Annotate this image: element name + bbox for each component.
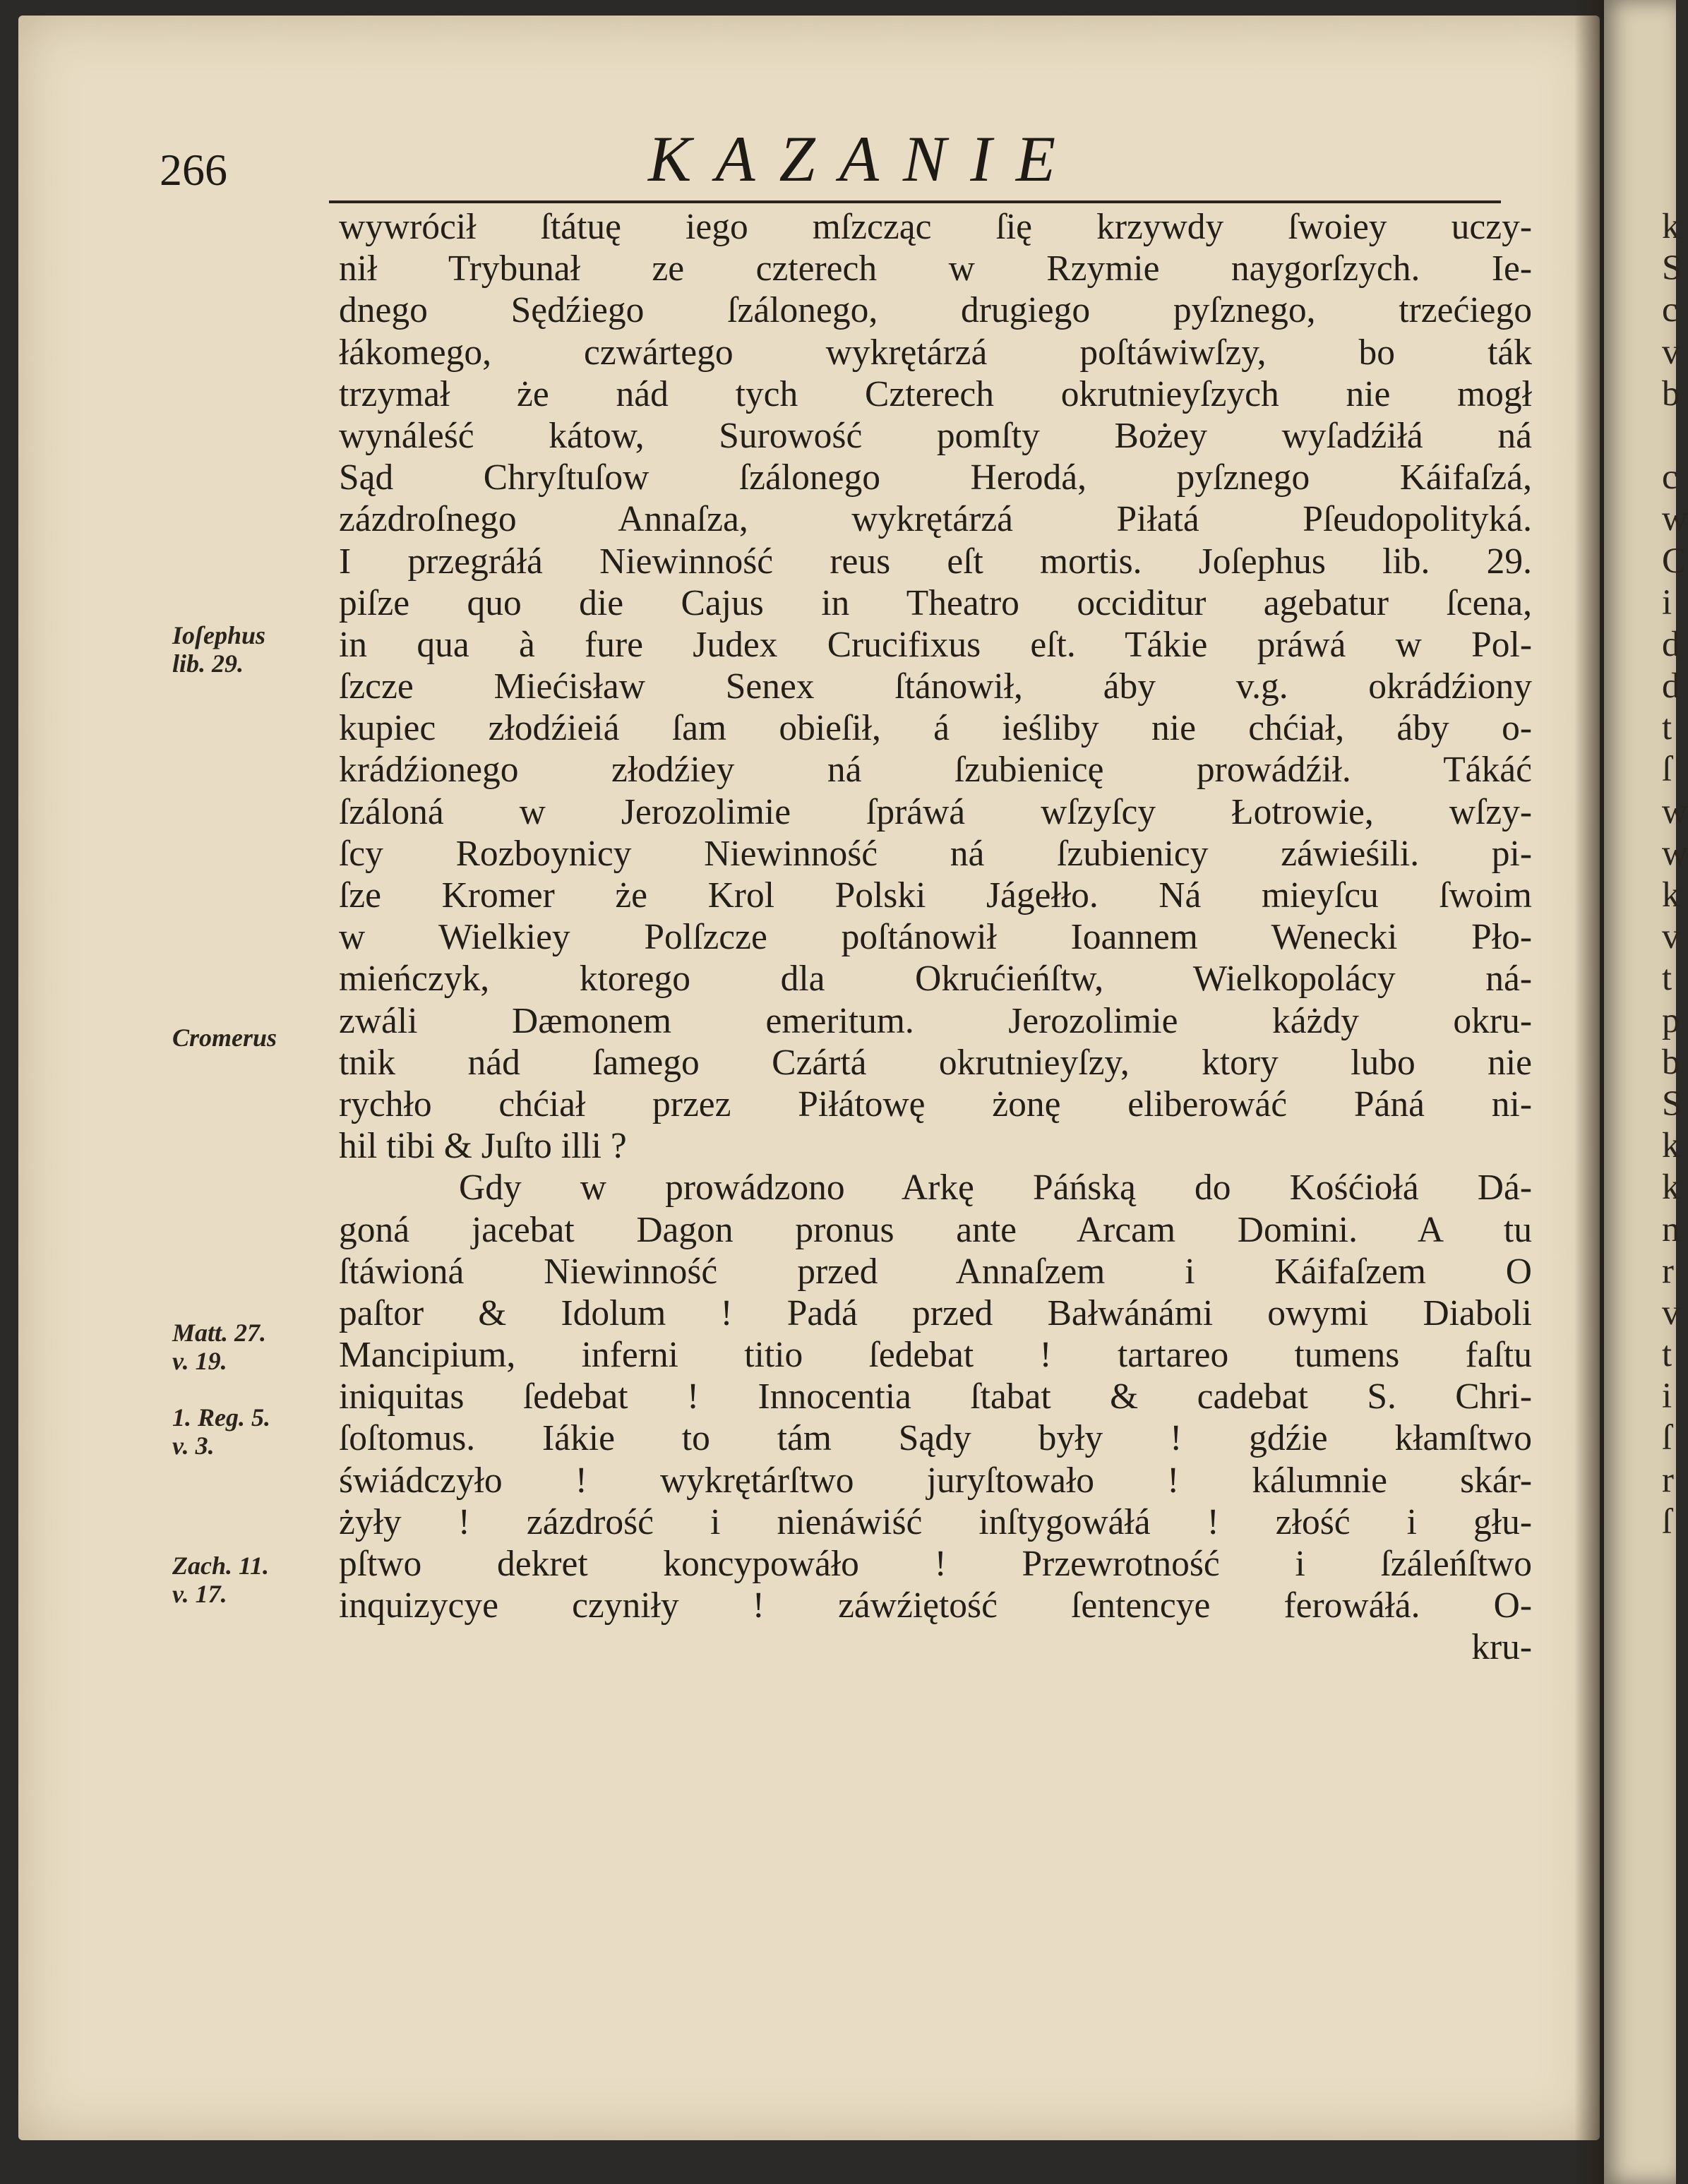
next-page-letter: ſ — [1662, 750, 1672, 790]
text-line: I przegráłá Niewinność reus eſt mortis. Joſephus lib. 29. — [339, 541, 1532, 582]
text-line: żyły ! zázdrość i nienáwiść inſtygowáłá ! złość i głu- — [339, 1501, 1532, 1542]
next-page-letter: d — [1662, 624, 1680, 664]
text-line: ſzcze Miećisław Senex ſtánowił, áby v.g. okrádźiony — [339, 666, 1532, 707]
margin-note-josephus — [172, 621, 265, 678]
next-page-letter: C — [1662, 541, 1687, 581]
next-page-letter: t — [1662, 1335, 1672, 1375]
margin-note-line: lib. 29. — [172, 649, 244, 678]
margin-note-line: Cromerus — [172, 1024, 277, 1052]
text-line: ſzáloná w Jerozolimie ſpráwá wſzyſcy Łotrowie, wſzy- — [339, 791, 1532, 832]
next-page-letter: b — [1662, 373, 1680, 414]
text-line: kupiec złodźieiá ſam obieſił, á ieśliby nie chćiał, áby o- — [339, 708, 1532, 749]
text-line: rychło chćiał przez Piłátowę żonę eliberowáć Páná ni- — [339, 1084, 1532, 1124]
text-line: wynáleść kátow, Surowość pomſty Bożey wyſadźiłá ná — [339, 415, 1532, 456]
text-line: dnego Sędźiego ſzálonego, drugiego pyſznego, trzećiego — [339, 290, 1532, 331]
next-page-letter: k — [1662, 1168, 1680, 1208]
text-line: nił Trybunał ze czterech w Rzymie naygorſzych. Ie- — [339, 248, 1532, 289]
text-line: trzymał że nád tych Czterech okrutnieyſzych nie mogł — [339, 373, 1532, 414]
next-page-letter: b — [1662, 1042, 1680, 1082]
next-page-letter: r — [1662, 1251, 1674, 1291]
next-page-letter: r — [1662, 1460, 1674, 1500]
next-page-letter: i — [1662, 582, 1672, 623]
next-page-letter: p — [1662, 1000, 1680, 1040]
text-line: Gdy w prowádzono Arkę Páńską do Kośćiołá Dá- — [459, 1168, 1532, 1208]
text-line: świádczyło ! wykrętárſtwo juryſtowało ! kálumnie skár- — [339, 1460, 1532, 1501]
next-page-letter: v — [1662, 917, 1680, 957]
next-page-letter: t — [1662, 708, 1672, 748]
text-line: kru- — [1471, 1627, 1532, 1668]
next-page-letter — [1662, 415, 1676, 457]
next-page-letter: c — [1662, 290, 1678, 330]
text-line: inquizycye czyniły ! záwźiętość ſentencye ferowáłá. O- — [339, 1585, 1532, 1626]
next-page-letter: k — [1662, 875, 1680, 915]
margin-note-zacharias — [172, 1552, 269, 1608]
next-page-letter: k — [1662, 207, 1680, 246]
text-line: wywrócił ſtátuę iego mſzcząc ſię krzywdy ſwoiey uczy- — [339, 207, 1532, 247]
running-title: KAZANIE — [648, 123, 1080, 195]
text-line: piſze quo die Cajus in Theatro occiditur agebatur ſcena, — [339, 582, 1532, 623]
text-line: mieńczyk, ktorego dla Okrućieńſtw, Wielkopolácy ná- — [339, 959, 1532, 1000]
text-line: ſtáwioná Niewinność przed Annaſzem i Káifaſzem O — [339, 1251, 1532, 1292]
text-line: ſze Kromer że Krol Polski Jágełło. Ná mieyſcu ſwoim — [339, 875, 1532, 916]
margin-note-line: Zach. 11. — [172, 1552, 270, 1580]
next-page-text-fragment — [1662, 206, 1688, 1543]
text-line: w Wielkiey Polſzcze poſtánowił Ioannem Wenecki Pło- — [339, 917, 1532, 958]
text-line: Mancipium, inferni titio ſedebat ! tartareo tumens faſtu — [339, 1335, 1532, 1376]
next-page-letter: t — [1662, 959, 1672, 999]
text-line: ſcy Rozboynicy Niewinność ná ſzubienicy záwieśili. pi- — [339, 833, 1532, 874]
text-line: zázdroſnego Annaſza, wykrętárzá Piłatá Pſeudopolityká. — [339, 499, 1532, 540]
page-number: 266 — [160, 145, 227, 195]
text-line: pſtwo dekret koncypowáło ! Przewrotność i ſzáleńſtwo — [339, 1544, 1532, 1584]
text-line: Sąd Chryſtuſow ſzálonego Herodá, pyſznego Káifaſzá, — [339, 457, 1532, 498]
margin-note-line: v. 3. — [172, 1432, 215, 1460]
next-page-letter: v — [1662, 332, 1680, 372]
next-page-letter: S — [1662, 1084, 1682, 1124]
text-line: zwáli Dæmonem emeritum. Jerozolimie káżdy okru- — [339, 1000, 1532, 1041]
text-line: goná jacebat Dagon pronus ante Arcam Domini. A tu — [339, 1209, 1532, 1250]
next-page-letter: S — [1662, 248, 1682, 289]
next-page-letter: w — [1662, 499, 1688, 539]
margin-note-line: Ioſephus — [172, 621, 266, 649]
next-page-letter: ſ — [1662, 1418, 1672, 1458]
next-page-letter: ſ — [1662, 1501, 1672, 1542]
next-page-letter: w — [1662, 791, 1688, 832]
text-line: paſtor & Idolum ! Padá przed Bałwánámi owymi Diaboli — [339, 1292, 1532, 1333]
next-page-letter: c — [1662, 457, 1678, 498]
text-line: łákomego, czwártego wykrętárzá poſtáwiwſzy, bo ták — [339, 332, 1532, 373]
text-line: hil tibi & Juſto illi ? — [339, 1126, 627, 1167]
next-page-letter: k — [1662, 1126, 1680, 1166]
margin-note-line: Matt. 27. — [172, 1319, 267, 1347]
next-page-letter: d — [1662, 666, 1680, 707]
margin-note-cromerus — [172, 1024, 277, 1052]
next-page-letter: w — [1662, 833, 1688, 873]
next-page-letter: i — [1662, 1376, 1672, 1417]
text-line: ſoſtomus. Iákie to tám Sądy były ! gdźie kłamſtwo — [339, 1418, 1532, 1459]
margin-note-line: v. 19. — [172, 1347, 227, 1375]
text-line: tnik nád ſamego Czártá okrutnieyſzy, ktory lubo nie — [339, 1042, 1532, 1083]
margin-note-kings — [172, 1403, 270, 1460]
book-gutter — [1574, 0, 1608, 2184]
sermon-text — [339, 206, 1532, 1669]
margin-note-line: 1. Reg. 5. — [172, 1403, 270, 1432]
margin-note-matthew — [172, 1319, 266, 1375]
text-line: krádźionego złodźiey ná ſzubienicę prowádźił. Tákáć — [339, 750, 1532, 791]
text-line: iniquitas ſedebat ! Innocentia ſtabat & cadebat S. Chri- — [339, 1376, 1532, 1417]
text-line: in qua à fure Judex Crucifixus eſt. Tákie práwá w Pol- — [339, 624, 1532, 665]
margin-note-line: v. 17. — [172, 1580, 227, 1608]
header-rule — [329, 200, 1501, 203]
next-page-letter: n — [1662, 1209, 1680, 1249]
next-page-letter: v — [1662, 1292, 1680, 1333]
